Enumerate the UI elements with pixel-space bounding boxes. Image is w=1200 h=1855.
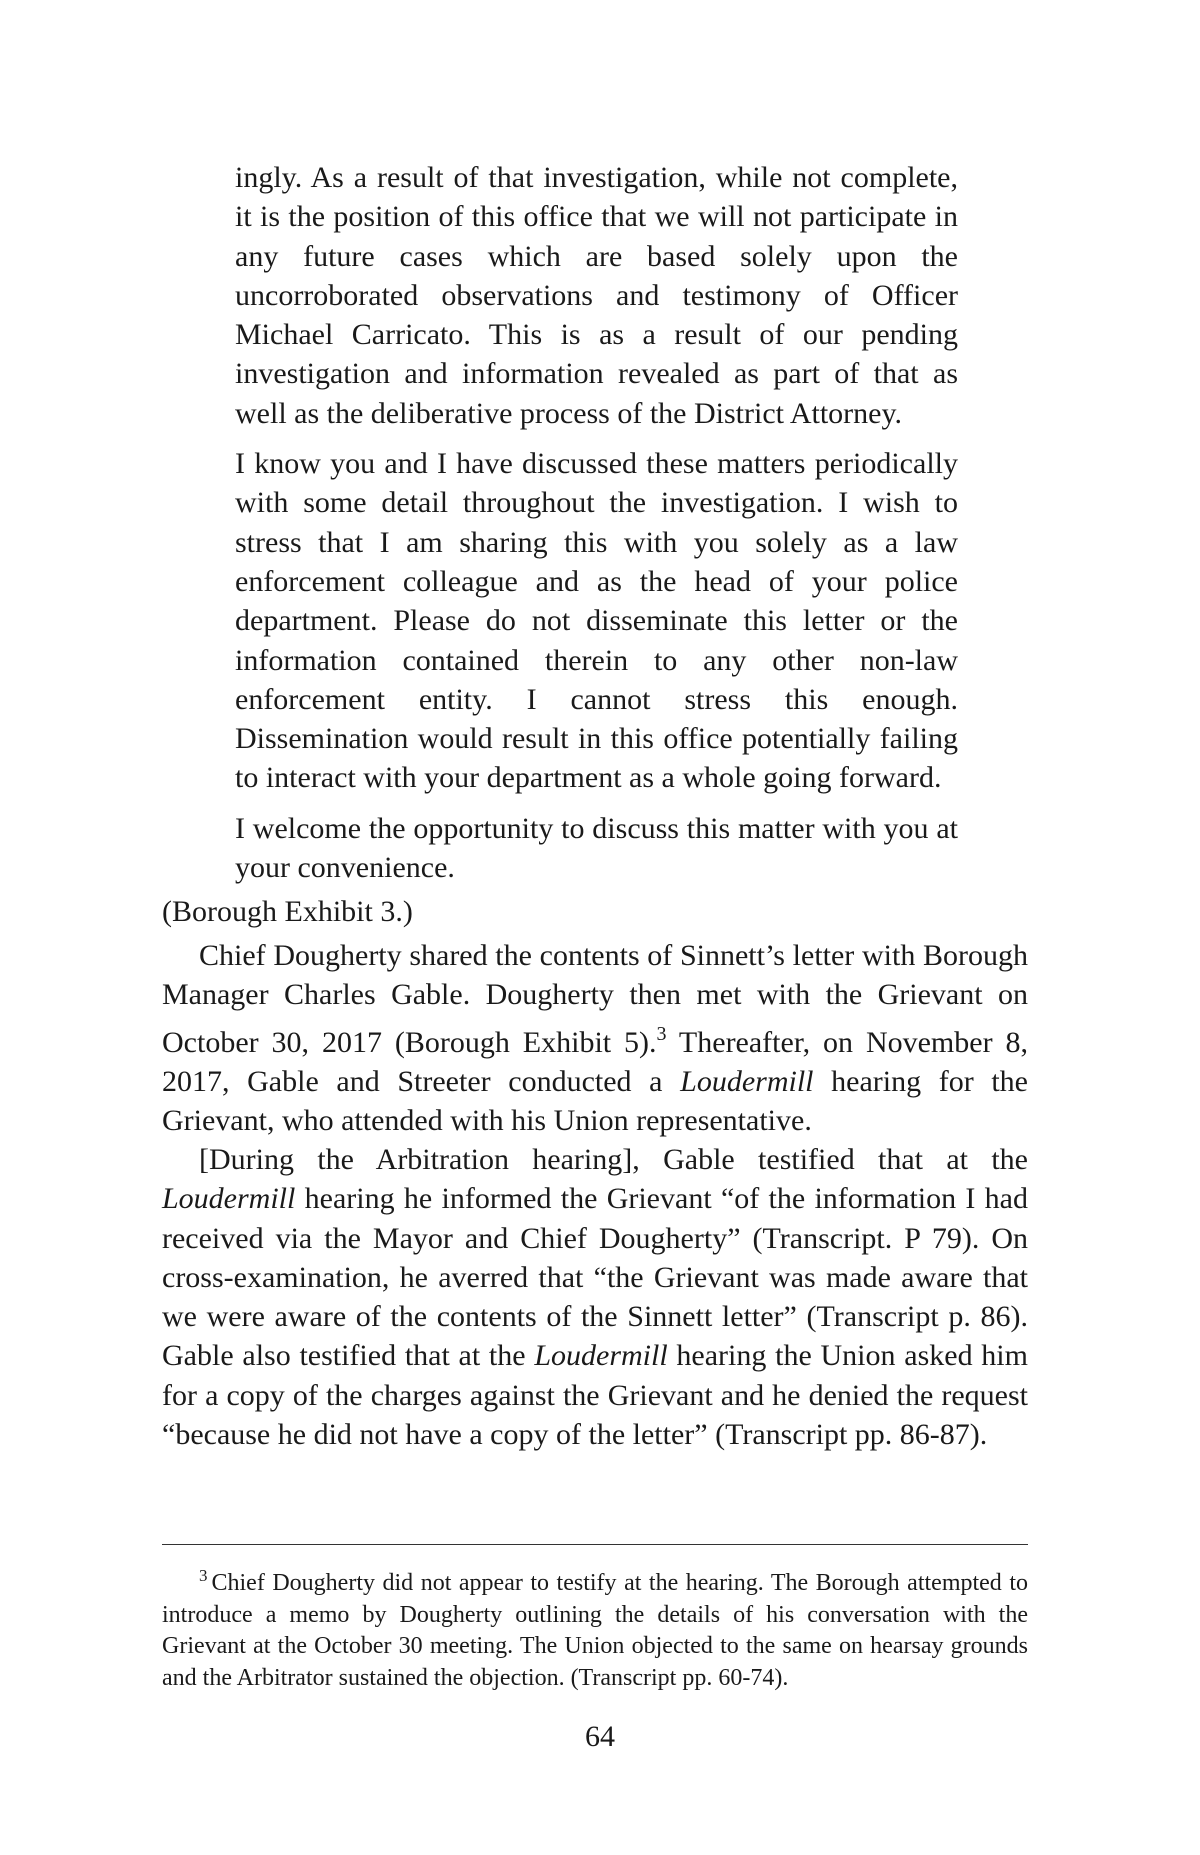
- loudermill-italic: Loudermill: [162, 1182, 296, 1216]
- footnote-3: [162, 1560, 1028, 1694]
- para2-text-b: hearing he informed the Grievant “of the information I had received via the Mayor and Chief Dougherty” (Transcript. P 79). On cross-examination, he averred that “the Grievant was made aware that we were aware of the contents of the Sinnett letter” (Transcript p. 86). Gable also testified that at the: [162, 1182, 1028, 1373]
- footnote-text: Chief Dougherty did not appear to testify at the hearing. The Borough attempted to introduce a memo by Dougherty outlining the details of his conversation with the Grievant at the October 30 meeting. The Union objected to the same on hearsay grounds and the Arbitrator sustained the objection. (Transcript pp. 60-74).: [162, 1570, 1028, 1691]
- footnote-reference[interactable]: 3: [656, 1022, 667, 1045]
- loudermill-italic: Loudermill: [534, 1339, 668, 1373]
- footnote-marker: 3: [199, 1566, 208, 1585]
- para1-text-a: Chief Dougherty shared the contents of Sinnett’s letter with Borough Manager Charles Gable. Dougherty then met with the Grievant on October 30, 2017 (Borough Exhibit 5).: [162, 939, 1028, 1059]
- block-quote: [235, 158, 958, 898]
- body-paragraph-1: [162, 936, 1028, 1140]
- exhibit-citation: (Borough Exhibit 3.): [162, 895, 413, 928]
- loudermill-italic: Loudermill: [680, 1064, 814, 1098]
- para2-text-c: hearing the Union asked him for a copy of the charges against the Grievant and he denied the request “because he did not have a copy of the letter” (Transcript pp. 86-87).: [162, 1339, 1028, 1452]
- page-number: 64: [585, 1720, 615, 1753]
- quote-paragraph-1: ingly. As a result of that investigation, while not complete, it is the position of this office that we will not participate in any future cases which are based solely upon the uncorroborated observations and testimony of Officer Michael Carricato. This is as a result of our pending investigation and information revealed as part of that as well as the deliberative process of the District Attorney.: [235, 161, 958, 430]
- para2-text-a: [During the Arbitration hearing], Gable testified that at the: [199, 1143, 1028, 1176]
- footnote-divider: [162, 1544, 1028, 1545]
- quote-paragraph-2: I know you and I have discussed these matters periodically with some detail throughout the investigation. I wish to stress that I am sharing this with you solely as a law enforcement colleague and as the head of your police department. Please do not disseminate this letter or the information contained therein to any other non-law enforcement entity. I cannot stress this enough. Dissemination would result in this office potentially failing to interact with your department as a whole going forward.: [235, 447, 958, 795]
- para1-text-b: Thereafter, on November 8, 2017, Gable and Streeter conducted a: [162, 1025, 1028, 1098]
- body-paragraph-2: [162, 1140, 1028, 1454]
- para1-text-c: hearing for the Grievant, who attended with his Union representative.: [162, 1064, 1028, 1138]
- quote-paragraph-3: I welcome the opportunity to discuss this matter with you at your convenience.: [235, 811, 958, 885]
